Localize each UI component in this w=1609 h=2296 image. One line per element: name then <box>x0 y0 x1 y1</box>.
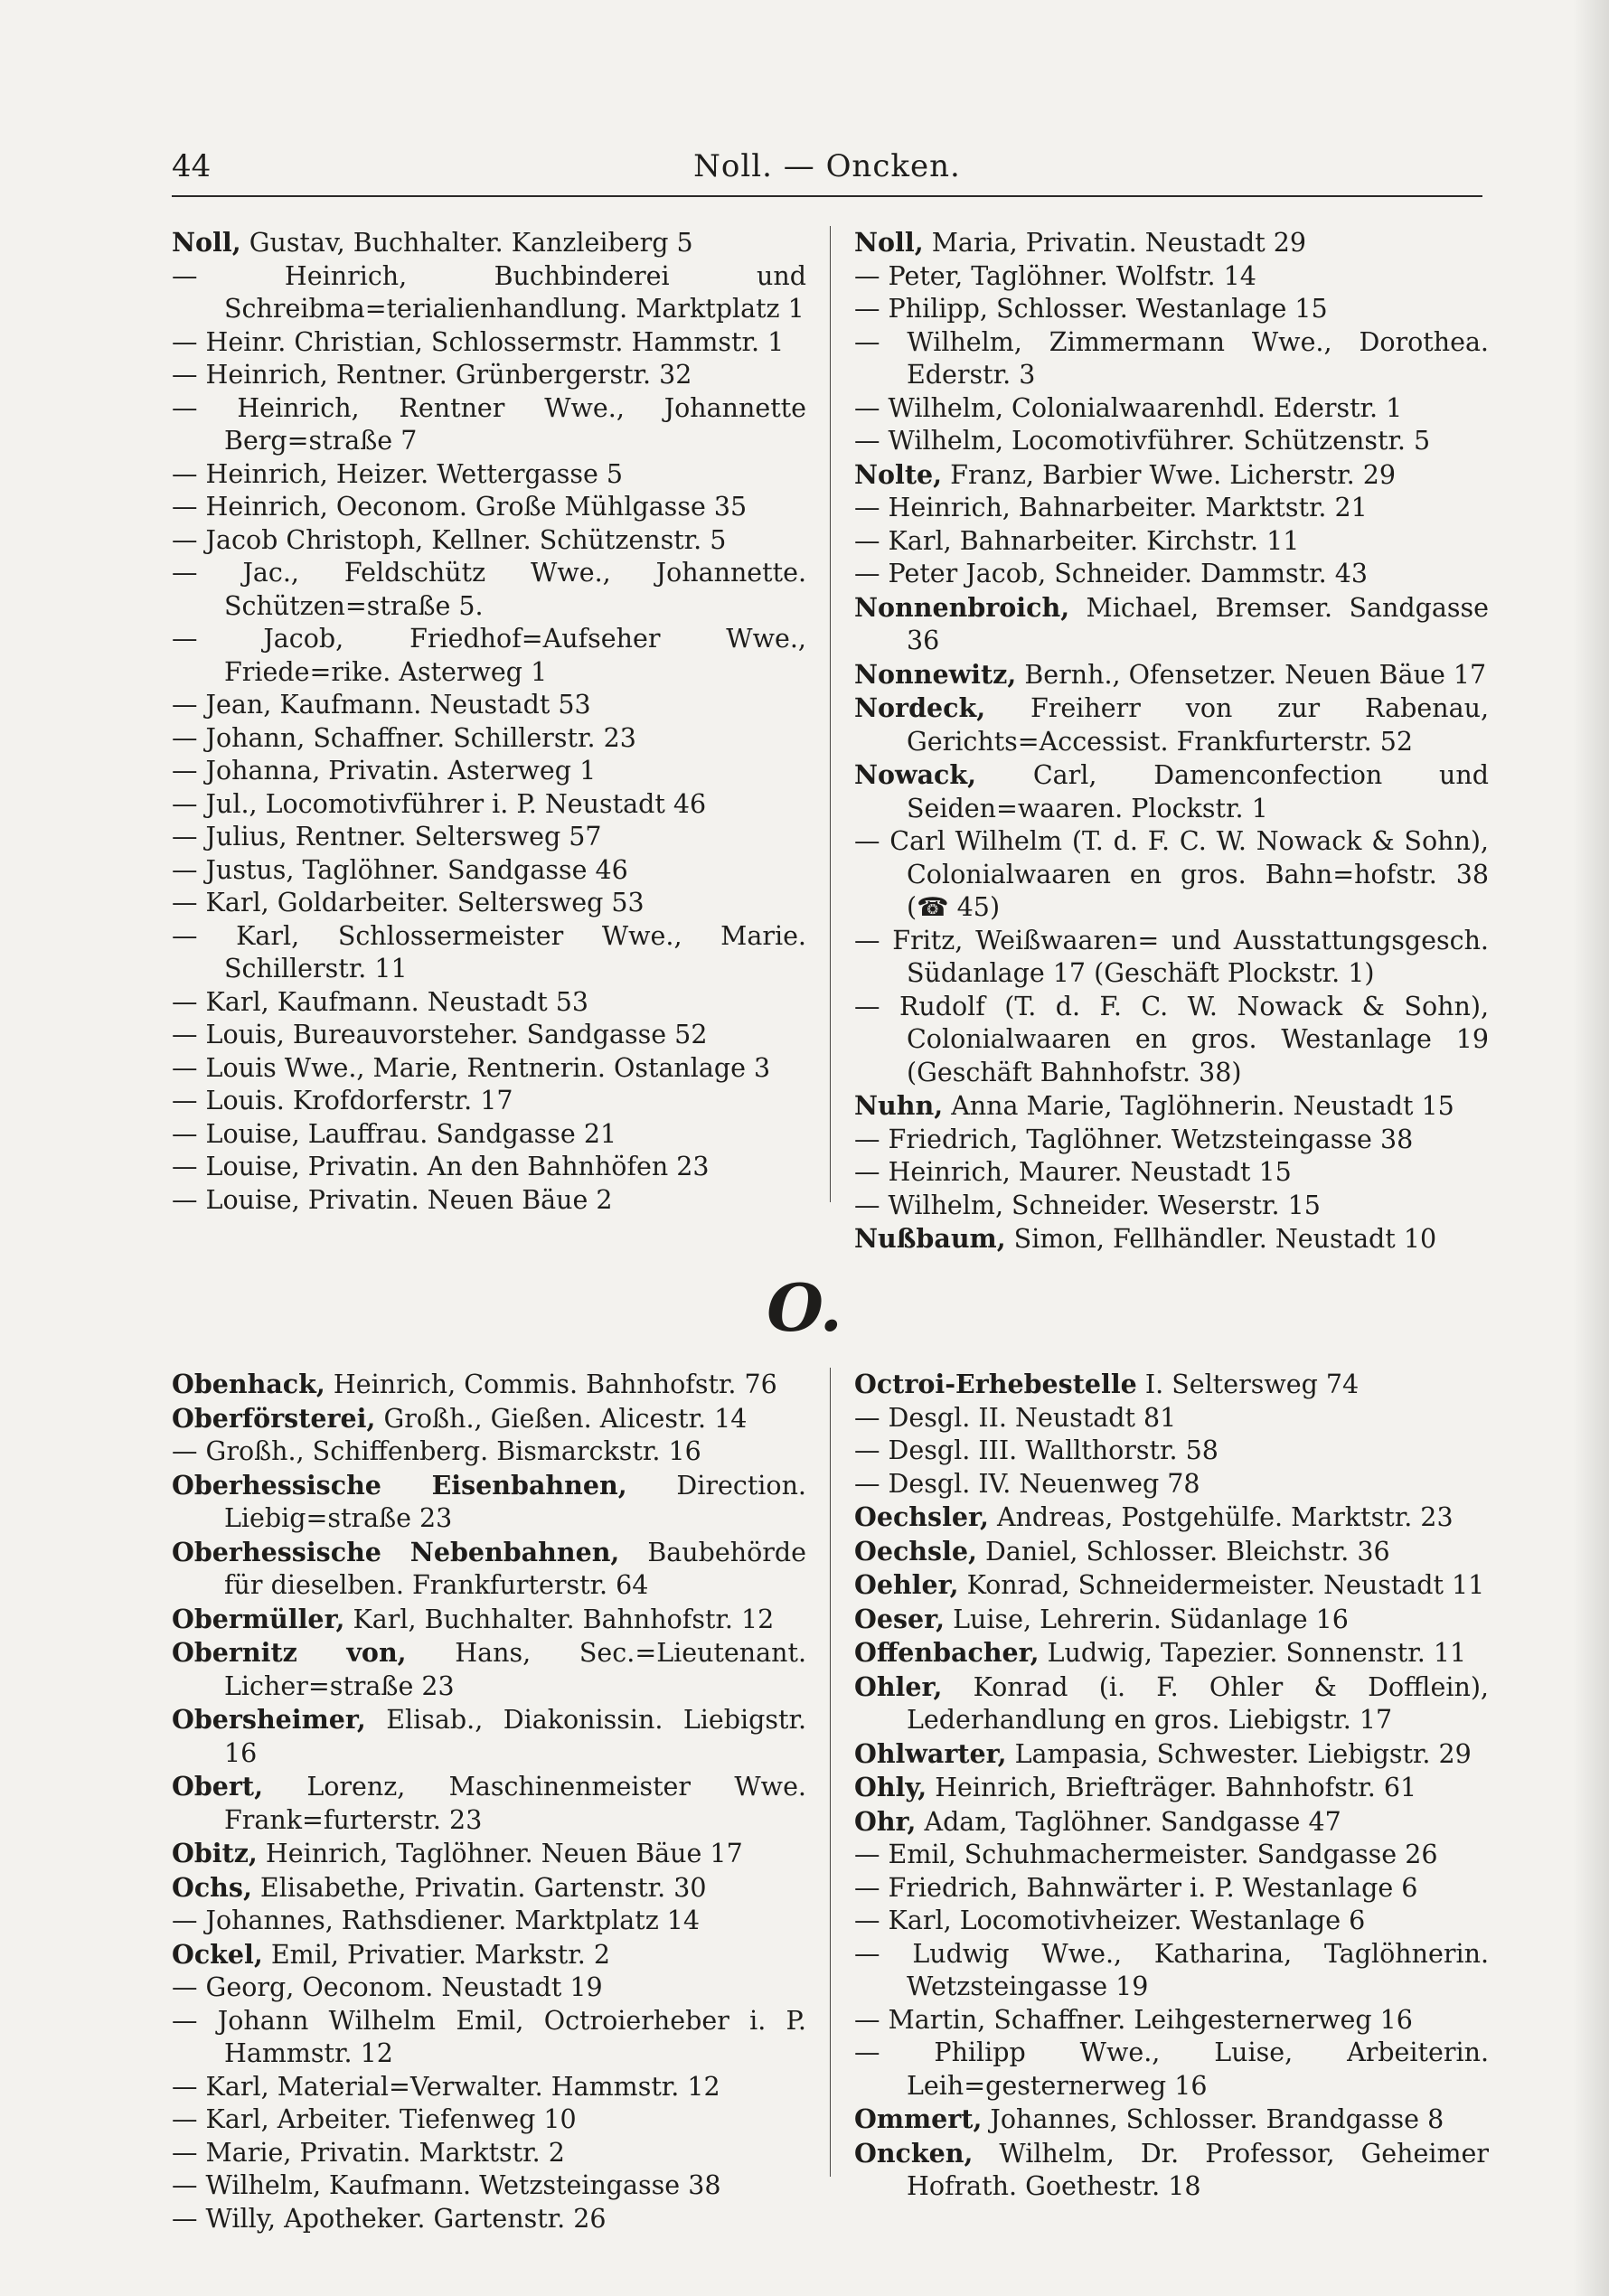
directory-entry <box>854 293 1489 326</box>
entry-name: Ohlwarter, <box>854 1737 1007 1769</box>
column-divider-top <box>830 226 831 1202</box>
entry-details: Louise, Privatin. Neuen Bäue 2 <box>197 1184 613 1215</box>
entry-details: Adam, Taglöhner. Sandgasse 47 <box>916 1806 1341 1837</box>
directory-entry <box>854 591 1489 658</box>
directory-entry <box>172 2203 806 2236</box>
entry-name: — <box>172 1020 198 1049</box>
directory-entry <box>854 1468 1489 1501</box>
directory-entry <box>854 326 1489 392</box>
directory-entry <box>854 2004 1489 2037</box>
entry-details: Martin, Schaffner. Leihgesternerweg 16 <box>880 2004 1413 2035</box>
entry-name: — <box>172 2104 198 2134</box>
entry-name: — <box>854 826 880 856</box>
entry-name: Nordeck, <box>854 692 986 723</box>
directory-entry <box>172 1184 806 1218</box>
entry-details: Emil, Privatier. Markstr. 2 <box>262 1939 610 1970</box>
entry-name: — <box>172 2170 198 2200</box>
page-edge-shadow <box>1573 0 1609 2296</box>
entry-details: Peter, Taglöhner. Wolfstr. 14 <box>880 260 1256 291</box>
entry-details: Justus, Taglöhner. Sandgasse 46 <box>197 854 628 885</box>
entry-details: Philipp, Schlosser. Westanlage 15 <box>880 294 1328 324</box>
directory-entry <box>854 1636 1489 1670</box>
entry-details: Heinrich, Heizer. Wettergasse 5 <box>197 458 624 489</box>
column-divider-bottom <box>830 1368 831 2177</box>
directory-entry <box>172 689 806 722</box>
entry-name: — <box>854 1840 880 1869</box>
entry-details: Johannes, Rathsdiener. Marktplatz 14 <box>197 1905 701 1935</box>
entry-name: — <box>172 920 198 951</box>
entry-name: Obermüller, <box>172 1603 345 1634</box>
directory-column-bottom-right <box>854 1368 1489 2204</box>
entry-details: Jacob, Friedhof=Aufseher Wwe., Friede=rike. Asterweg 1 <box>197 624 806 687</box>
entry-details: Karl, Material=Verwalter. Hammstr. 12 <box>197 2071 720 2102</box>
entry-name: — <box>854 1872 880 1903</box>
directory-entry <box>854 1435 1489 1468</box>
entry-name: Ochs, <box>172 1871 252 1903</box>
directory-entry <box>854 226 1489 260</box>
entry-name: — <box>172 690 198 720</box>
directory-entry <box>854 1603 1489 1637</box>
directory-entry <box>172 326 806 360</box>
header-rule <box>172 195 1482 197</box>
entry-name: Ohr, <box>854 1805 917 1837</box>
entry-details: Lampasia, Schwester. Liebigstr. 29 <box>1006 1738 1472 1769</box>
entry-details: Willy, Apotheker. Gartenstr. 26 <box>197 2203 607 2234</box>
entry-details: Karl, Bahnarbeiter. Kirchstr. 11 <box>880 525 1300 556</box>
entry-name: Oeser, <box>854 1603 946 1634</box>
entry-details: Jacob Christoph, Kellner. Schützenstr. 5 <box>197 524 727 555</box>
entry-details: Karl, Arbeiter. Tiefenweg 10 <box>197 2104 577 2134</box>
entry-details: Heinrich, Taglöhner. Neuen Bäue 17 <box>257 1839 743 1868</box>
entry-details: Franz, Barbier Wwe. Licherstr. 29 <box>942 459 1396 490</box>
entry-name: Nolte, <box>854 458 943 490</box>
directory-entry <box>172 226 806 260</box>
entry-name: — <box>854 1157 880 1187</box>
entry-details: Ludwig, Tapezier. Sonnenstr. 11 <box>1039 1638 1467 1668</box>
directory-entry <box>172 1971 806 2005</box>
entry-name: Ohler, <box>854 1670 943 1702</box>
directory-entry <box>854 392 1489 426</box>
entry-name: — <box>172 360 198 390</box>
directory-entry <box>854 1535 1489 1569</box>
directory-entry <box>172 1770 806 1837</box>
entry-name: — <box>854 392 880 423</box>
entry-name: — <box>172 2203 198 2234</box>
entry-name: — <box>172 1436 198 1466</box>
directory-entry <box>172 623 806 689</box>
entry-name: Nonnewitz, <box>854 658 1017 690</box>
entry-details: Philipp Wwe., Luise, Arbeiterin. Leih=gesternerweg 16 <box>880 2037 1489 2101</box>
directory-entry <box>172 2103 806 2137</box>
entry-name: Oncken, <box>854 2137 974 2169</box>
entry-details: Karl, Kaufmann. Neustadt 53 <box>197 986 588 1017</box>
entry-name: — <box>854 493 880 522</box>
directory-entry <box>172 557 806 623</box>
entry-details: Heinrich, Buchbinderei und Schreibma=terialienhandlung. Marktplatz 1 <box>197 260 806 324</box>
entry-details: Direction. Liebig=straße 23 <box>224 1470 806 1533</box>
directory-entry <box>854 2037 1489 2103</box>
directory-entry <box>172 1938 806 1972</box>
entry-name: — <box>854 991 880 1021</box>
entry-details: Maria, Privatin. Neustadt 29 <box>923 228 1307 258</box>
entry-details: Karl, Schlossermeister Wwe., Marie. Schillerstr. 11 <box>197 920 806 983</box>
directory-entry <box>854 991 1489 1090</box>
entry-name: Noll, <box>172 227 241 258</box>
entry-name: — <box>172 2137 198 2168</box>
entry-details: Konrad (i. F. Ohler & Dofflein), Lederhandlung en gros. Liebigstr. 17 <box>907 1671 1489 1735</box>
directory-entry <box>172 2005 806 2071</box>
entry-name: Nonnenbroich, <box>854 591 1070 623</box>
entry-details: Johannes, Schlosser. Brandgasse 8 <box>982 2104 1444 2134</box>
directory-entry <box>172 1837 806 1871</box>
directory-entry <box>172 854 806 888</box>
entry-name: Oberhessische Nebenbahnen, <box>172 1536 620 1567</box>
entry-name: — <box>172 986 198 1017</box>
entry-details: Peter Jacob, Schneider. Dammstr. 43 <box>880 559 1368 588</box>
entry-details: Desgl. II. Neustadt 81 <box>880 1402 1177 1433</box>
directory-entry <box>854 1124 1489 1157</box>
entry-name: — <box>854 260 880 291</box>
directory-entry <box>854 1905 1489 1938</box>
directory-entry <box>172 491 806 524</box>
directory-entry <box>172 2071 806 2104</box>
entry-details: Heinr. Christian, Schlossermstr. Hammstr. 1 <box>197 326 785 357</box>
entry-details: Simon, Fellhändler. Neustadt 10 <box>1005 1224 1437 1254</box>
directory-entry <box>854 1805 1489 1840</box>
entry-name: — <box>854 2004 880 2035</box>
entry-name: — <box>172 326 198 357</box>
directory-entry <box>854 492 1489 525</box>
directory-entry <box>854 1089 1489 1124</box>
entry-details: Ludwig Wwe., Katharina, Taglöhnerin. Wetzsteingasse 19 <box>880 1938 1489 2001</box>
entry-name: — <box>172 1052 198 1083</box>
entry-name: Octroi-Erhebestelle <box>854 1369 1137 1399</box>
entry-name: Offenbacher, <box>854 1637 1040 1668</box>
directory-entry <box>854 458 1489 493</box>
entry-name: — <box>854 1905 880 1935</box>
entry-name: Oberförsterei, <box>172 1402 376 1434</box>
entry-details: I. Seltersweg 74 <box>1136 1369 1360 1399</box>
entry-details: Rudolf (T. d. F. C. W. Nowack & Sohn), Colonialwaaren en gros. Westanlage 19 (Geschäft Bahnhofstr. 38) <box>880 991 1489 1087</box>
entry-name: Noll, <box>854 227 924 258</box>
entry-name: — <box>854 925 880 955</box>
directory-entry <box>854 1737 1489 1772</box>
directory-entry <box>854 1670 1489 1737</box>
directory-entry <box>172 1052 806 1086</box>
entry-details: Konrad, Schneidermeister. Neustadt 11 <box>958 1570 1485 1600</box>
entry-details: Louise, Lauffrau. Sandgasse 21 <box>197 1118 617 1149</box>
entry-details: Anna Marie, Taglöhnerin. Neustadt 15 <box>943 1091 1454 1121</box>
directory-column-top-left <box>172 226 806 1217</box>
directory-column-bottom-left <box>172 1368 806 2235</box>
directory-entry <box>172 2137 806 2170</box>
directory-entry <box>172 524 806 558</box>
entry-details: Karl, Goldarbeiter. Seltersweg 53 <box>197 888 645 917</box>
directory-entry <box>172 986 806 1020</box>
entry-details: Louis Wwe., Marie, Rentnerin. Ostanlage 3 <box>197 1052 771 1083</box>
directory-entry <box>854 1501 1489 1535</box>
directory-entry <box>854 1568 1489 1603</box>
entry-name: — <box>172 1184 198 1215</box>
directory-entry <box>172 1435 806 1469</box>
entry-details: Heinrich, Maurer. Neustadt 15 <box>880 1157 1292 1187</box>
directory-entry <box>172 920 806 986</box>
entry-name: — <box>172 1905 198 1935</box>
entry-details: Julius, Rentner. Seltersweg 57 <box>197 822 602 852</box>
entry-name: — <box>854 1190 880 1220</box>
entry-details: Fritz, Weißwaaren= und Ausstattungsgesch. Südanlage 17 (Geschäft Plockstr. 1) <box>880 925 1489 988</box>
entry-name: — <box>172 524 198 555</box>
entry-details: Friedrich, Bahnwärter i. P. Westanlage 6 <box>880 1872 1418 1903</box>
entry-details: Friedrich, Taglöhner. Wetzsteingasse 38 <box>880 1124 1414 1154</box>
entry-name: — <box>854 1938 880 1969</box>
entry-details: Wilhelm, Zimmermann Wwe., Dorothea. Ederstr. 3 <box>880 326 1489 390</box>
entry-details: Wilhelm, Dr. Professor, Geheimer Hofrath. Goethestr. 18 <box>907 2138 1489 2201</box>
entry-name: Oberhessische Eisenbahnen, <box>172 1469 627 1501</box>
directory-entry <box>172 755 806 788</box>
entry-details: Bernh., Ofensetzer. Neuen Bäue 17 <box>1016 659 1487 690</box>
entry-details: Heinrich, Briefträger. Bahnhofstr. 61 <box>927 1773 1417 1802</box>
entry-details: Andreas, Postgehülfe. Marktstr. 23 <box>988 1502 1454 1532</box>
directory-entry <box>854 825 1489 925</box>
directory-entry <box>172 1019 806 1052</box>
entry-details: Heinrich, Rentner. Grünbergerstr. 32 <box>197 360 692 390</box>
directory-entry <box>854 1222 1489 1256</box>
entry-details: Carl Wilhelm (T. d. F. C. W. Nowack & Sohn), Colonialwaaren en gros. Bahn=hofstr. 38 (☎ 45) <box>880 826 1489 922</box>
section-letter-heading: O. <box>767 1269 842 1346</box>
entry-details: Louise, Privatin. An den Bahnhöfen 23 <box>197 1152 710 1181</box>
entry-name: — <box>172 2005 198 2036</box>
directory-entry <box>854 1190 1489 1223</box>
entry-name: Obert, <box>172 1771 263 1802</box>
entry-details: Lorenz, Maschinenmeister Wwe. Frank=furterstr. 23 <box>224 1772 806 1835</box>
entry-name: — <box>854 326 880 357</box>
entry-details: Louis. Krofdorferstr. 17 <box>197 1086 513 1115</box>
directory-entry <box>172 1151 806 1184</box>
entry-name: — <box>854 1402 880 1433</box>
entry-name: — <box>172 1086 198 1115</box>
entry-details: Desgl. IV. Neuenweg 78 <box>880 1468 1200 1499</box>
entry-name: — <box>854 525 880 556</box>
entry-details: Marie, Privatin. Marktstr. 2 <box>197 2137 565 2168</box>
entry-details: Johanna, Privatin. Asterweg 1 <box>197 756 597 786</box>
entry-name: — <box>172 756 198 786</box>
entry-details: Heinrich, Bahnarbeiter. Marktstr. 21 <box>880 493 1368 522</box>
directory-entry <box>172 887 806 920</box>
entry-details: Carl, Damenconfection und Seiden=waaren. Plockstr. 1 <box>907 760 1489 823</box>
entry-details: Emil, Schuhmachermeister. Sandgasse 26 <box>880 1840 1438 1869</box>
entry-name: — <box>172 624 198 654</box>
entry-details: Gustav, Buchhalter. Kanzleiberg 5 <box>240 228 693 258</box>
page-number: 44 <box>172 148 212 184</box>
entry-name: Oehler, <box>854 1569 959 1600</box>
entry-name: Obenhack, <box>172 1369 325 1399</box>
entry-name: Nußbaum, <box>854 1223 1006 1254</box>
directory-entry <box>854 1938 1489 2004</box>
running-title: Noll. — Oncken. <box>693 148 961 184</box>
entry-details: Louis, Bureauvorsteher. Sandgasse 52 <box>197 1020 708 1049</box>
entry-details: Jac., Feldschütz Wwe., Johannette. Schützen=straße 5. <box>197 558 806 621</box>
directory-entry <box>172 1368 806 1402</box>
entry-name: Oechsle, <box>854 1535 977 1567</box>
entry-details: Heinrich, Oeconom. Große Mühlgasse 35 <box>197 492 748 522</box>
directory-entry <box>172 1402 806 1436</box>
entry-name: — <box>172 1152 198 1181</box>
directory-entry <box>854 1402 1489 1435</box>
entry-details: Jul., Locomotivführer i. P. Neustadt 46 <box>197 788 707 819</box>
entry-name: Nuhn, <box>854 1090 944 1121</box>
directory-entry <box>854 558 1489 591</box>
entry-name: — <box>172 788 198 819</box>
directory-entry <box>172 1085 806 1118</box>
entry-name: Obitz, <box>172 1838 258 1868</box>
directory-entry <box>854 2103 1489 2137</box>
entry-name: — <box>854 294 880 324</box>
directory-entry <box>172 1703 806 1770</box>
entry-details: Jean, Kaufmann. Neustadt 53 <box>197 690 591 720</box>
entry-details: Daniel, Schlosser. Bleichstr. 36 <box>976 1536 1390 1567</box>
entry-name: — <box>172 392 198 423</box>
directory-entry <box>854 658 1489 692</box>
entry-details: Georg, Oeconom. Neustadt 19 <box>197 1972 603 2002</box>
directory-entry <box>854 692 1489 758</box>
directory-entry <box>854 1872 1489 1905</box>
entry-details: Michael, Bremser. Sandgasse 36 <box>907 592 1489 655</box>
directory-entry <box>172 359 806 392</box>
entry-name: — <box>854 1124 880 1154</box>
entry-details: Luise, Lehrerin. Südanlage 16 <box>945 1604 1349 1634</box>
entry-details: Wilhelm, Colonialwaarenhdl. Ederstr. 1 <box>880 392 1403 423</box>
entry-details: Wilhelm, Kaufmann. Wetzsteingasse 38 <box>197 2170 721 2200</box>
entry-name: — <box>854 559 880 588</box>
entry-details: Baubehörde für dieselben. Frankfurterstr. 64 <box>224 1537 806 1600</box>
entry-details: Elisab., Diakonissin. Liebigstr. 16 <box>224 1705 806 1768</box>
directory-entry <box>854 1771 1489 1805</box>
directory-entry <box>854 1368 1489 1402</box>
directory-entry <box>172 1536 806 1603</box>
entry-name: — <box>854 1468 880 1499</box>
entry-details: Hans, Sec.=Lieutenant. Licher=straße 23 <box>224 1638 806 1701</box>
entry-details: Desgl. III. Wallthorstr. 58 <box>880 1435 1219 1465</box>
entry-name: — <box>172 822 198 852</box>
entry-name: — <box>172 2071 198 2102</box>
entry-name: Nowack, <box>854 759 977 790</box>
entry-name: Oechsler, <box>854 1501 989 1532</box>
directory-entry <box>854 2137 1489 2204</box>
entry-name: Ohly, <box>854 1772 927 1802</box>
entry-name: Ockel, <box>172 1938 263 1970</box>
entry-name: — <box>172 558 198 588</box>
entry-name: — <box>854 1435 880 1465</box>
directory-entry <box>854 1839 1489 1872</box>
entry-name: — <box>172 1118 198 1149</box>
directory-entry <box>172 2169 806 2203</box>
directory-entry <box>172 1636 806 1703</box>
page-header <box>172 148 1482 195</box>
directory-entry <box>172 1603 806 1637</box>
entry-details: Karl, Locomotivheizer. Westanlage 6 <box>880 1905 1366 1935</box>
entry-details: Heinrich, Rentner Wwe., Johannette Berg=straße 7 <box>197 392 806 456</box>
directory-entry <box>172 260 806 326</box>
entry-name: Obernitz von, <box>172 1637 407 1668</box>
entry-details: Wilhelm, Locomotivführer. Schützenstr. 5 <box>880 426 1431 456</box>
entry-details: Freiherr von zur Rabenau, Gerichts=Accessist. Frankfurterstr. 52 <box>907 693 1489 757</box>
entry-name: — <box>172 888 198 917</box>
directory-entry <box>172 458 806 492</box>
entry-details: Johann Wilhelm Emil, Octroierheber i. P. Hammstr. 12 <box>197 2005 806 2068</box>
directory-entry <box>172 788 806 822</box>
directory-entry <box>172 1871 806 1905</box>
directory-entry <box>172 1118 806 1152</box>
entry-name: — <box>854 426 880 456</box>
entry-name: — <box>172 1972 198 2002</box>
entry-name: Obersheimer, <box>172 1704 366 1735</box>
directory-entry <box>172 722 806 756</box>
directory-entry <box>854 525 1489 559</box>
entry-name: — <box>172 260 198 291</box>
directory-entry <box>172 392 806 458</box>
directory-entry <box>172 1905 806 1938</box>
directory-entry <box>854 925 1489 991</box>
entry-details: Elisabethe, Privatin. Gartenstr. 30 <box>251 1872 707 1903</box>
entry-name: — <box>172 722 198 753</box>
entry-name: — <box>172 492 198 522</box>
directory-entry <box>854 260 1489 294</box>
entry-name: — <box>172 458 198 489</box>
entry-name: — <box>854 2037 880 2067</box>
entry-name: — <box>172 854 198 885</box>
entry-details: Großh., Gießen. Alicestr. 14 <box>375 1403 748 1434</box>
directory-column-top-right <box>854 226 1489 1256</box>
entry-name: Ommert, <box>854 2103 983 2134</box>
entry-details: Wilhelm, Schneider. Weserstr. 15 <box>880 1190 1321 1220</box>
directory-entry <box>854 758 1489 825</box>
directory-entry <box>172 821 806 854</box>
entry-details: Johann, Schaffner. Schillerstr. 23 <box>197 722 636 753</box>
directory-entry <box>854 1156 1489 1190</box>
entry-details: Heinrich, Commis. Bahnhofstr. 76 <box>325 1369 777 1399</box>
directory-entry <box>854 425 1489 458</box>
entry-details: Großh., Schiffenberg. Bismarckstr. 16 <box>197 1436 701 1466</box>
entry-details: Karl, Buchhalter. Bahnhofstr. 12 <box>344 1604 775 1634</box>
directory-entry <box>172 1469 806 1536</box>
